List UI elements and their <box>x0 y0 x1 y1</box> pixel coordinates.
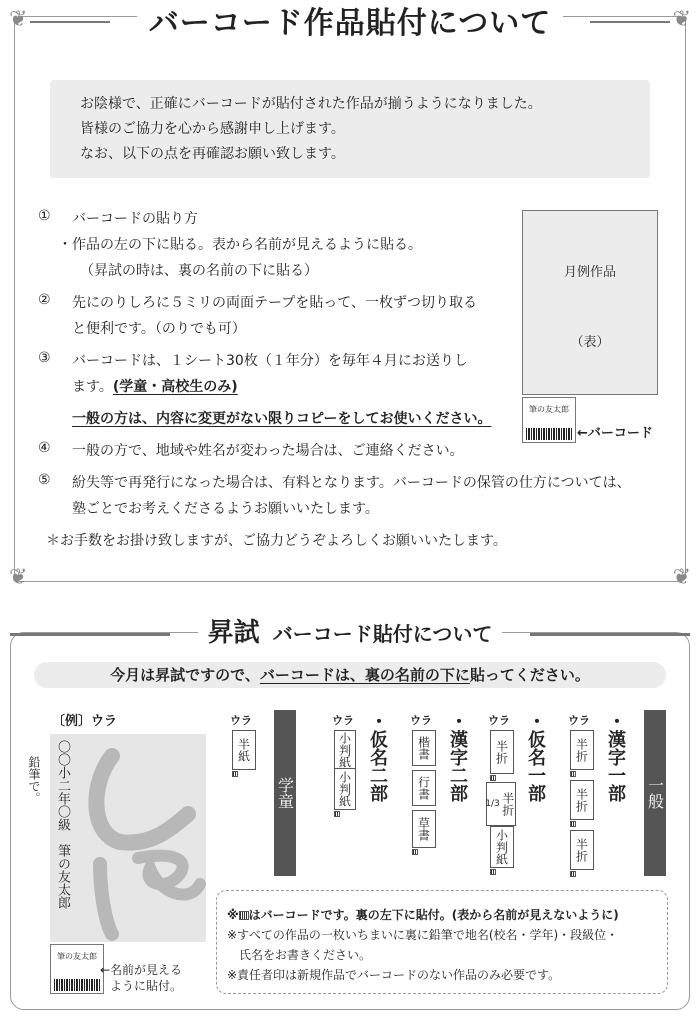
calligraphy-icon <box>50 734 206 942</box>
category-scroll-gakudo: 学童 <box>274 710 296 876</box>
ura-label: ウラ <box>230 714 252 727</box>
paper-box-label: 半折 <box>500 792 515 816</box>
paper-box: 半紙 <box>232 730 256 770</box>
item-text: と便利です。（のりでも可） <box>72 321 246 337</box>
paper-box: 行書 <box>412 770 436 806</box>
barcode-icon <box>526 428 572 440</box>
barcode-label: ←バーコード <box>577 426 653 441</box>
intro-line: なお、以下の点を再確認お願い致します。 <box>80 146 345 162</box>
paper-box: 半折 <box>490 730 514 774</box>
intro-line: お陰様で、正確にバーコードが貼付された作品が揃うようになりました。 <box>80 96 542 112</box>
item-text: （昇試の時は、裏の名前の下に貼る） <box>80 263 318 279</box>
subline-text: 今月は昇試ですので、 <box>110 666 260 684</box>
arrow-icon: ← <box>100 963 111 977</box>
ura-label: ウラ <box>488 714 510 727</box>
emphasis-text: (学童・高校生のみ) <box>112 379 238 395</box>
barcode-icon <box>239 911 249 920</box>
section-title-sub: バーコード貼付について <box>272 622 493 646</box>
paper-box: 小判紙 <box>334 768 356 810</box>
item-text: ます。 <box>72 379 113 395</box>
ura-label: ウラ <box>568 714 590 727</box>
corner-ornament-icon: ❦ <box>672 7 691 32</box>
item-text: バーコードの貼り方 <box>72 211 198 227</box>
item-number: ② <box>38 292 51 308</box>
category-heading: ・漢字一部 <box>605 712 626 802</box>
paper-box: 半折 <box>570 780 594 820</box>
subline-emphasis: バーコードは、裏の名前の下に <box>259 666 470 684</box>
caption-line: 名前が見える <box>110 963 183 977</box>
note-text: はバーコードです。裏の左下に貼付。(表から名前が見えないように) <box>248 908 619 922</box>
slip-name: 筆の友太郎 <box>57 952 97 961</box>
item-number: ① <box>38 208 51 224</box>
paper-box: 半折 <box>570 730 594 770</box>
category-scroll-ippan: 一般 <box>644 710 666 876</box>
item-text: バーコードは、１シート30枚（１年分）を毎年４月にお送りし <box>72 353 468 369</box>
note-line: ※すべての作品の一枚いちまいに裏に鉛筆で地名(校名・学年)・段級位・ <box>227 928 619 942</box>
page-title <box>0 0 700 40</box>
paper-box: 楷書 <box>412 730 436 766</box>
example-name-slip <box>50 944 104 994</box>
example-name-text: 〇〇小二年〇級 筆の友太郎 <box>55 740 70 909</box>
sample-label: 月例作品 <box>563 265 616 280</box>
slip-name: 筆の友太郎 <box>529 405 569 414</box>
example-paper <box>50 734 206 942</box>
barcode-icon <box>232 771 238 777</box>
note-mark: ※ <box>227 908 239 922</box>
item-text <box>72 376 238 396</box>
ura-label: ウラ <box>410 714 432 727</box>
note-line: ※責任者印は新規作品でバーコードのない作品のみ必要です。 <box>227 968 561 982</box>
example-label: 〔例〕ウラ <box>52 714 118 729</box>
note-line <box>227 905 657 925</box>
paper-box: 小判紙 <box>490 826 514 868</box>
section-subline <box>34 662 666 688</box>
item-number: ④ <box>38 440 51 456</box>
corner-ornament-icon: ❦ <box>9 565 28 590</box>
corner-ornament-icon: ❦ <box>672 565 691 590</box>
barcode-icon <box>570 771 576 777</box>
paper-box: 半折 <box>570 830 594 870</box>
item-number: ③ <box>38 350 51 366</box>
barcode-icon <box>334 811 340 817</box>
paper-box <box>486 782 516 826</box>
category-heading: ・仮名二部 <box>367 712 388 802</box>
item-text: 塾ごとでお考えくださるようお願いいたします。 <box>72 501 379 517</box>
sample-artwork <box>522 210 658 395</box>
category-heading: ・漢字二部 <box>447 712 468 802</box>
barcode-icon <box>490 775 496 781</box>
top-footnote: ＊お手数をお掛け致しますが、ご協力どうぞよろしくお願いいたします。 <box>46 533 507 549</box>
barcode-icon <box>412 849 418 855</box>
name-slip <box>522 397 576 443</box>
emphasis-text: 一般の方は、内容に変更がない限りコピーをしてお使いください。 <box>72 411 492 427</box>
subline-text: 貼ってください。 <box>469 666 590 684</box>
item-text: 先にのりしろに５ミリの両面テープを貼って、一枚ずつ切り取る <box>72 295 478 311</box>
example-caption <box>100 962 183 994</box>
intro-line: 皆様のご協力を心から感謝申し上げます。 <box>80 121 345 137</box>
paper-box: 小判紙 <box>334 730 356 770</box>
barcode-icon <box>54 979 100 991</box>
item-text: ・作品の左の下に貼る。表から名前が見えるように貼る。 <box>58 237 422 253</box>
intro-box <box>50 80 650 178</box>
item-text: 紛失等で再発行になった場合は、有料となります。バーコードの保管の仕方については、 <box>72 475 631 491</box>
category-heading: ・仮名一部 <box>525 712 546 802</box>
sample-label: （表） <box>570 335 610 350</box>
paper-box: 草書 <box>412 810 436 848</box>
page-title-text: バーコード作品貼付について <box>137 0 563 42</box>
ura-label: ウラ <box>332 714 354 727</box>
item-number: ⑤ <box>38 472 51 488</box>
example-side-note: 鉛筆で。 <box>27 756 41 804</box>
section-title-main: 昇試 <box>207 618 260 648</box>
barcode-icon <box>570 871 576 877</box>
corner-ornament-icon: ❦ <box>9 7 28 32</box>
note-line: 氏名をお書きください。 <box>227 948 372 962</box>
barcode-icon <box>570 821 576 827</box>
paper-box-fraction: 1/3 <box>485 799 500 809</box>
item-text: 一般の方で、地域や姓名が変わった場合は、ご連絡ください。 <box>72 443 464 459</box>
caption-line: ように貼付。 <box>110 979 183 993</box>
bottom-notes <box>216 890 668 994</box>
section-title <box>0 612 700 652</box>
barcode-icon <box>490 869 496 875</box>
